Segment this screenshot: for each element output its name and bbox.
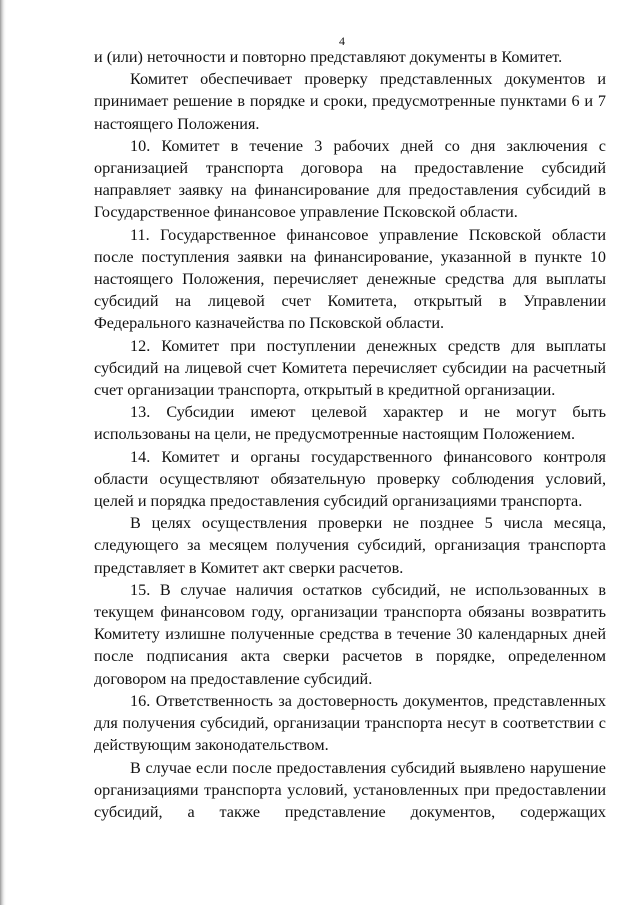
paragraph-continuation: и (или) неточности и повторно представляют документы в Комитет. (94, 48, 563, 66)
paragraph-item-13: 13. Субсидии имеют целевой характер и не могут быть использованы на цели, не предусмотренные настоящим Положением. (94, 403, 606, 444)
paragraph-item-11: 11. Государственное финансовое управление Псковской области после поступления заявки на финансирование, указанной в пункте 10 настоящего Положения, перечисляет денежные средства для выплаты субсидий на лицевой счет Комитета, открытый в Управлении Федерального казначейства по Псковской области. (94, 225, 606, 333)
paragraph-violation: В случае если после предоставления субсидий выявлено нарушение организациями транспорта условий, установленных при предоставлении субсидий, а также представление документов, содержащих (94, 758, 606, 821)
paragraph-item-10: 10. Комитет в течение 3 рабочих дней со дня заключения с организацией транспорта договора на предоставление субсидий направляет заявку на финансирование для предоставления субсидий в Государственное финансовое управление Псковской области. (94, 136, 606, 222)
document-body (94, 46, 606, 823)
paragraph-item-16: 16. Ответственность за достоверность документов, представленных для получения субсидий, организации транспорта несут в соответствии с действующим законодательством. (94, 691, 606, 755)
paragraph-item-15: 15. В случае наличия остатков субсидий, не использованных в текущем финансовом году, организации транспорта обязаны возвратить Комитету излишне полученные средства в течение 30 календарных дней после подписания акта сверки расчетов в порядке, определенном договором на предоставление субсидий. (94, 580, 606, 688)
paragraph-item-12: 12. Комитет при поступлении денежных средств для выплаты субсидий на лицевой счет Комитета перечисляет субсидии на расчетный счет организации транспорта, открытый в кредитной организации. (94, 336, 606, 400)
paragraph-committee-review: Комитет обеспечивает проверку представленных документов и принимает решение в порядке и сроки, предусмотренные пунктами 6 и 7 настоящего Положения. (94, 70, 606, 133)
paragraph-verification: В целях осуществления проверки не позднее 5 числа месяца, следующего за месяцем получения субсидий, организация транспорта представляет в Комитет акт сверки расчетов. (94, 514, 606, 577)
scan-edge (0, 0, 6, 905)
paragraph-item-14: 14. Комитет и органы государственного финансового контроля области осуществляют обязательную проверку соблюдения условий, целей и порядка предоставления субсидий организациями транспорта. (94, 447, 606, 511)
page-number: 4 (339, 34, 345, 48)
